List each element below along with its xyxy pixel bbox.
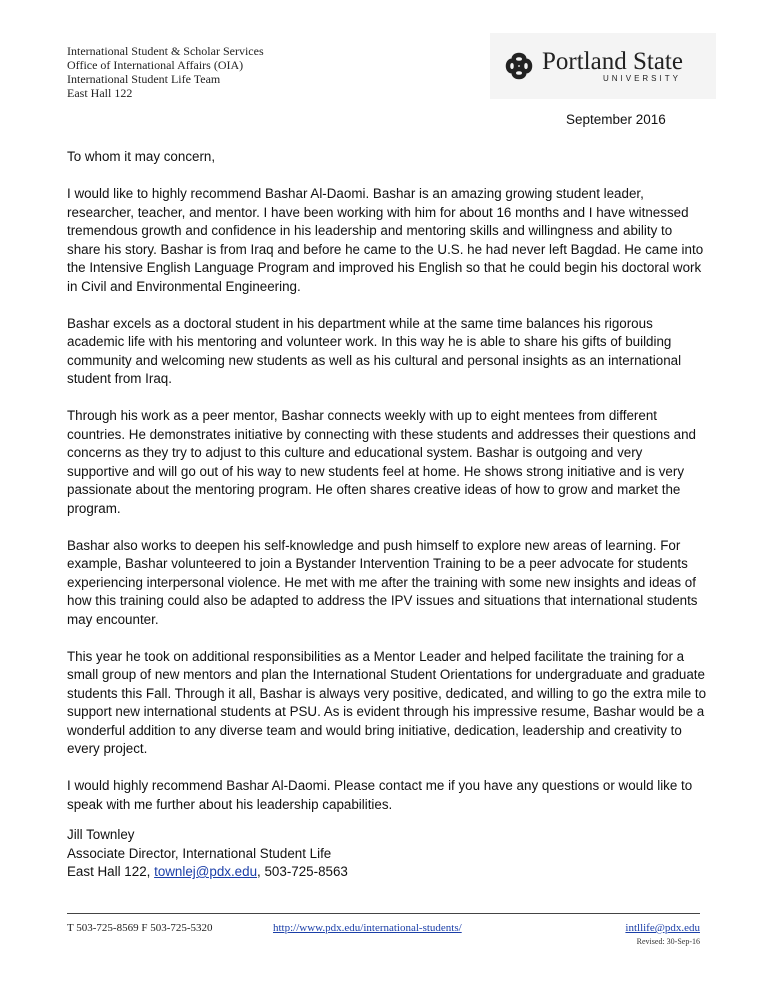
office-address-block [67,44,264,100]
office-line: Office of International Affairs (OIA) [67,58,244,72]
portland-state-knot-icon [502,49,536,83]
footer-phones: T 503-725-8569 F 503-725-5320 [67,922,213,934]
logo-subtitle: UNIVERSITY [602,74,681,83]
body-paragraph: Through his work as a peer mentor, Bashar connects weekly with up to eight mentees from different countries. He demonstrates initiative by connecting with these students and addresses their questions and concerns as they try to adjust to this culture and educational system. Bashar is outgoing and very supportive and will go out of his way to new students feel at home. He shows strong initiative and is very passionate about the mentoring program. He often shares creative ideas of how to grow and market the program. [67,408,696,516]
body-paragraph: This year he took on additional responsibilities as a Mentor Leader and helped facilitate the training for a small group of new mentors and plan the International Student Orientations for undergraduate and graduate students this Fall. Through it all, Bashar is always very positive, dedicated, and willing to go the extra mile to support new international students at PSU. As is evident through his impressive resume, Bashar would be a wonderful addition to any diverse team and would bring initiative, dedication, leadership and creativity to every project. [67,648,707,756]
office-line: International Student Life Team [67,72,221,86]
office-line: International Student & Scholar Services [67,44,264,58]
footer-revised-date: Revised: 30-Sep-16 [636,937,700,946]
body-paragraph: I would like to highly recommend Bashar Al-Daomi. Bashar is an amazing growing student leader, researcher, teacher, and mentor. I have been working with him for about 16 months and I have witnessed tremendous growth and confidence in his leadership and mentoring skills and willingness and ability to share his story. Bashar is from Iraq and before he came to the U.S. he had never left Bagdad. He came into the Intensive English Language Program and improved his English so that he could begin his doctoral work in Civil and Environmental Engineering. [67,186,704,294]
portland-state-logo [490,33,716,99]
signer-name: Jill Townley [67,827,135,842]
office-line: East Hall 122 [67,86,133,100]
signature-block [67,826,348,882]
signer-phone: , 503-725-8563 [257,864,348,879]
body-paragraph: I would highly recommend Bashar Al-Daomi. Please contact me if you have any questions or would like to speak with me further about his leadership capabilities. [67,778,693,812]
body-paragraph: Bashar also works to deepen his self-knowledge and push himself to explore new areas of learning. For example, Bashar volunteered to join a Bystander Intervention Training to be a peer advocate for students experiencing interpersonal violence. He met with me after the training with some new insights and ideas of how this training could also be adapted to address the IPV issues and situations that international students may encounter. [67,537,698,627]
footer-website-link[interactable]: http://www.pdx.edu/international-students/ [273,922,462,934]
signer-email-link[interactable]: townlej@pdx.edu [154,864,258,879]
footer-divider [67,913,700,914]
logo-name: Portland State [542,48,683,75]
body-paragraph: Bashar excels as a doctoral student in his department while at the same time balances his rigorous academic life with his mentoring and volunteer work. In this way he is able to share his gifts of building community and welcoming new students as well as his cultural and personal insights as an international student from Iraq. [67,315,682,386]
letter-body [67,148,707,833]
letter-date: September 2016 [566,112,666,127]
signer-contact [67,863,348,882]
footer-email-link[interactable]: intllife@pdx.edu [625,922,700,934]
salutation: To whom it may concern, [67,149,216,164]
signer-address: East Hall 122, [67,864,155,879]
signer-title: Associate Director, International Student Life [67,845,332,861]
